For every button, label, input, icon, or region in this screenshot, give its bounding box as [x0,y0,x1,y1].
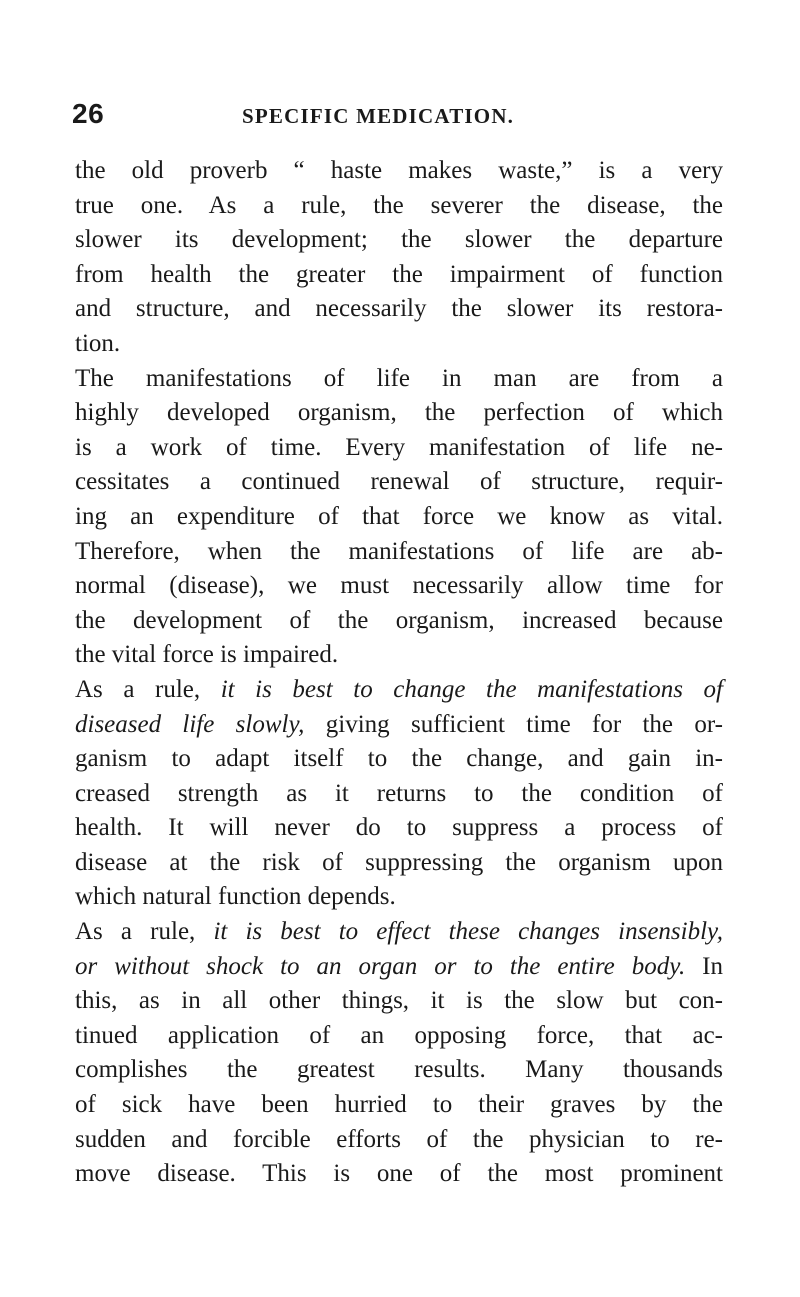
text-segment: which natural function depends. [75,883,396,911]
text-segment: tion. [75,329,121,357]
text-segment: disease at the risk of suppressing the organism upon [75,848,723,876]
running-head [72,98,720,138]
text-segment: tinued application of an opposing force, that ac- [75,1021,723,1049]
text-line [75,638,723,673]
italic-text: it is best to change the manifestations of [220,675,723,703]
text-segment: and structure, and necessarily the slower its restora- [75,295,723,323]
text-segment: The manifestations of life in man are from a [75,364,723,392]
text-segment: ing an expenditure of that force we know as vital. [75,502,723,530]
page-number: 26 [72,98,105,129]
text-line [75,846,723,881]
text-segment: from health the greater the impairment of function [75,260,723,288]
text-segment: sudden and forcible efforts of the physician to re- [75,1125,723,1153]
text-segment: As a rule, [75,918,214,946]
text-segment: Therefore, when the manifestations of life are ab- [75,537,723,565]
text-line [75,708,723,743]
text-segment: is a work of time. Every manifestation of life ne- [75,433,723,461]
text-line [75,465,723,500]
italic-text: it is best to effect these changes insensibly, [213,918,723,946]
italic-text: diseased life slowly, [75,710,305,738]
text-line [75,292,723,327]
text-segment: of sick have been hurried to their graves by the [75,1091,723,1119]
text-line [75,811,723,846]
italic-text: or without shock to an organ or to the entire body. [75,952,686,980]
text-segment: move disease. This is one of the most prominent [75,1160,723,1188]
text-segment: highly developed organism, the perfection of which [75,399,723,427]
text-line [75,1019,723,1054]
text-line [75,777,723,812]
text-segment: In [685,952,723,980]
running-title: SPECIFIC MEDICATION. [242,104,515,128]
text-segment: As a rule, [75,675,221,703]
text-line [75,189,723,224]
text-line [75,950,723,985]
text-line [75,1088,723,1123]
text-segment: the old proverb “ haste makes waste,” is a very [75,157,723,184]
text-line [75,915,723,950]
text-line [75,742,723,777]
text-line [75,1053,723,1088]
text-segment: normal (disease), we must necessarily allow time for [75,572,723,600]
text-line [75,673,723,708]
text-segment: slower its development; the slower the departure [75,226,723,254]
text-segment: cessitates a continued renewal of structure, requir- [75,468,723,496]
text-line [75,569,723,604]
text-line [75,396,723,431]
text-line [75,327,723,362]
text-line [75,154,723,189]
text-line [75,431,723,466]
text-line [75,1123,723,1158]
text-segment: ganism to adapt itself to the change, and gain in- [75,745,723,773]
text-line [75,258,723,293]
body-text [75,154,723,1192]
text-segment: health. It will never do to suppress a process of [75,814,723,842]
text-line [75,880,723,915]
text-segment: the development of the organism, increased because [75,606,723,634]
text-line [75,604,723,639]
text-line [75,223,723,258]
text-segment: creased strength as it returns to the condition of [75,779,723,807]
text-segment: this, as in all other things, it is the slow but con- [75,987,723,1015]
text-segment: the vital force is impaired. [75,641,339,669]
text-line [75,362,723,397]
text-segment: complishes the greatest results. Many thousands [75,1056,723,1084]
text-segment: giving sufficient time for the or- [304,710,723,738]
text-segment: true one. As a rule, the severer the disease, the [75,191,723,219]
text-line [75,500,723,535]
text-line [75,984,723,1019]
text-line [75,535,723,570]
text-line [75,1157,723,1192]
